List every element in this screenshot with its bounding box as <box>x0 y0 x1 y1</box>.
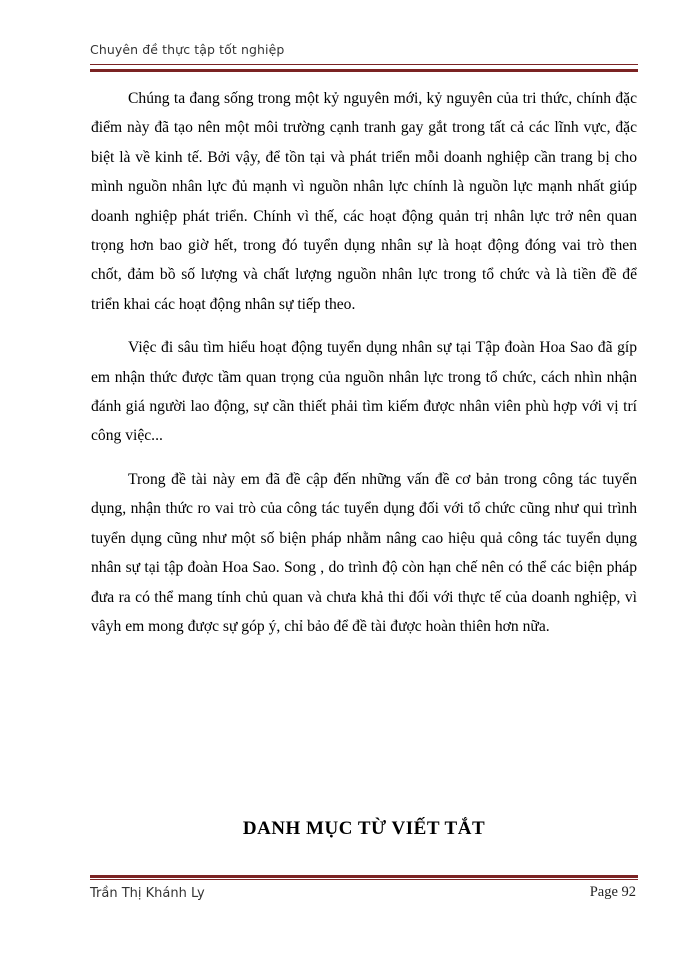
body-content <box>91 84 637 655</box>
page-header <box>90 42 635 62</box>
paragraph-3: Trong đề tài này em đã đề cập đến những vấn đề cơ bản trong công tác tuyển dụng, nhận thức ro vai trò của công tác tuyển dụng đối với tổ chức cũng như qui trình tuyển dụng cũng như một số biện pháp nhằm nâng cao hiệu quả công tác tuyển dụng nhân sự tại tập đoàn Hoa Sao. Song , do trình độ còn hạn chế nên có thể các biện pháp đưa ra có thể mang tính chủ quan và chưa khả thi đối với thực tế của doanh nghiệp, vì vâyh em mong được sự góp ý, chỉ bảo để đề tài được hoàn thiên hơn nữa. <box>91 470 637 635</box>
paragraph-2: Việc đi sâu tìm hiểu hoạt động tuyển dụng nhân sự tại Tập đoàn Hoa Sao đã gíp em nhận thức được tầm quan trọng của nguồn nhân lực trong tổ chức, cách nhìn nhận đánh giá người lao động, sự cần thiết phải tìm kiếm được nhân viên phù hợp với vị trí công việc... <box>91 339 637 445</box>
footer-author: Trần Thị Khánh Ly <box>90 886 205 901</box>
header-title: Chuyên đề thực tập tốt nghiệp <box>90 42 285 57</box>
section-title: DANH MỤC TỪ VIẾT TẮT <box>242 818 486 839</box>
footer-rule-bottom <box>90 879 638 880</box>
footer-rule-top <box>90 875 638 878</box>
header-rule-top <box>90 64 638 65</box>
paragraph-1: Chúng ta đang sống trong một kỷ nguyên mới, kỷ nguyên của tri thức, chính đặc điểm này đã tạo nên một môi trường cạnh tranh gay gắt trong tất cả các lĩnh vực, đặc biệt là về kinh tế. Bởi vậy, để tồn tại và phát triển mỗi doanh nghiệp cần trang bị cho mình nguồn nhân lực đủ mạnh vì nguồn nhân lực chính là nguồn lực mạnh nhất giúp doanh nghiệp phát triển. Chính vì thế, các hoạt động quản trị nhân lực trở nên quan trọng hơn bao giờ hết, trong đó tuyển dụng nhân sự là hoạt động đóng vai trò then chốt, đảm bồ số lượng và chất lượng nguồn nhân lực trong tổ chức và là tiền đề để triển khai các hoạt động nhân sự tiếp theo. <box>91 90 637 313</box>
page-number: Page 92 <box>589 884 636 900</box>
header-rule-bottom <box>90 69 638 72</box>
